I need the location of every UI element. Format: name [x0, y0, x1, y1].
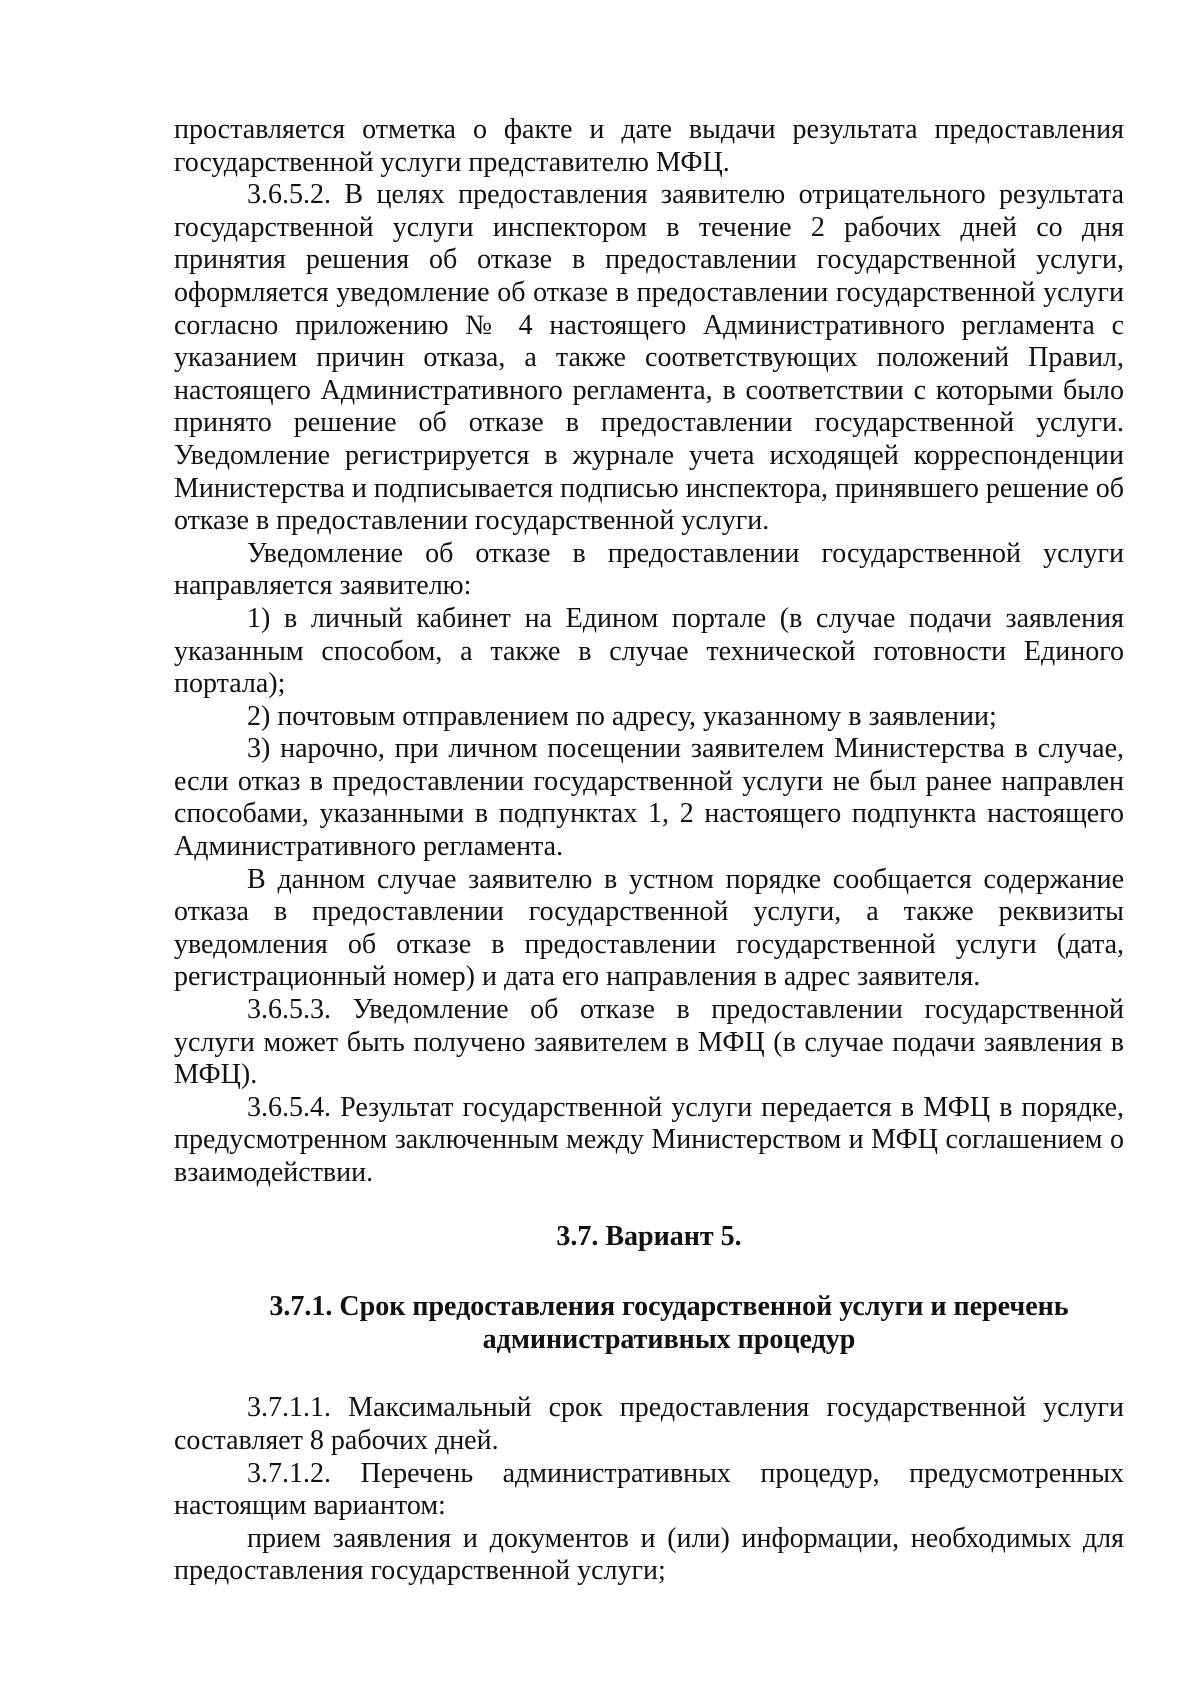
paragraph-3-7-1-2: 3.7.1.2. Перечень административных процедур, предусмотренных настоящим вариантом: [174, 1457, 1124, 1522]
paragraph-3-6-5-4: 3.6.5.4. Результат государственной услуги передается в МФЦ в порядке, предусмотренном заключенным между Министерством и МФЦ соглашением о взаимодействии. [174, 1091, 1124, 1188]
heading-variant-5: 3.7. Вариант 5. [556, 1220, 742, 1252]
list-item-3: 3) нарочно, при личном посещении заявителем Министерства в случае, если отказ в предоставлении государственной услуги не был ранее направлен способами, указанными в подпунктах 1, 2 настоящего подпункта настоящего Административного регламента. [174, 733, 1124, 863]
paragraph-3-6-5-3: 3.6.5.3. Уведомление об отказе в предоставлении государственной услуги может быть получено заявителем в МФЦ (в случае подачи заявления в МФЦ). [174, 994, 1124, 1091]
heading-section-line-2: административных процедур [482, 1323, 856, 1355]
document-body [174, 114, 1124, 1588]
paragraph-procedure-item: прием заявления и документов и (или) информации, необходимых для предоставления государственной услуги; [174, 1522, 1124, 1587]
paragraph-oral-notice: В данном случае заявителю в устном порядке сообщается содержание отказа в предоставлении государственной услуги, а также реквизиты уведомления об отказе в предоставлении государственной услуги (дата, регистрационный номер) и дата его направления в адрес заявителя. [174, 863, 1124, 993]
heading-section-line-1: 3.7.1. Срок предоставления государственной услуги и перечень [269, 1291, 1069, 1323]
paragraph-continuation: проставляется отметка о факте и дате выдачи результата предоставления государственной услуги представителю МФЦ. [174, 114, 1124, 178]
paragraph-notice-directed: Уведомление об отказе в предоставлении государственной услуги направляется заявителю: [174, 537, 1124, 602]
list-item-2: 2) почтовым отправлением по адресу, указанному в заявлении; [247, 700, 997, 732]
paragraph-3-7-1-1: 3.7.1.1. Максимальный срок предоставления государственной услуги составляет 8 рабочих дней. [174, 1392, 1124, 1456]
heading-section-3-7-1 [174, 1291, 1124, 1356]
list-item-1: 1) в личный кабинет на Едином портале (в случае подачи заявления указанным способом, а также в случае технической готовности Единого портала); [174, 602, 1124, 700]
paragraph-3-6-5-2: 3.6.5.2. В целях предоставления заявителю отрицательного результата государственной услуги инспектором в течение 2 рабочих дней со дня принятия решения об отказе в предоставлении государственной услуги, оформляется уведомление об отказе в предоставлении государственной услуги согласно приложению № 4 настоящего Административного регламента с указанием причин отказа, а также соответствующих положений Правил, настоящего Административного регламента, в соответствии с которыми было принято решение об отказе в предоставлении государственной услуги. Уведомление регистрируется в журнале учета исходящей корреспонденции Министерства и подписывается подписью инспектора, принявшего решение об отказе в предоставлении государственной услуги. [174, 179, 1124, 537]
